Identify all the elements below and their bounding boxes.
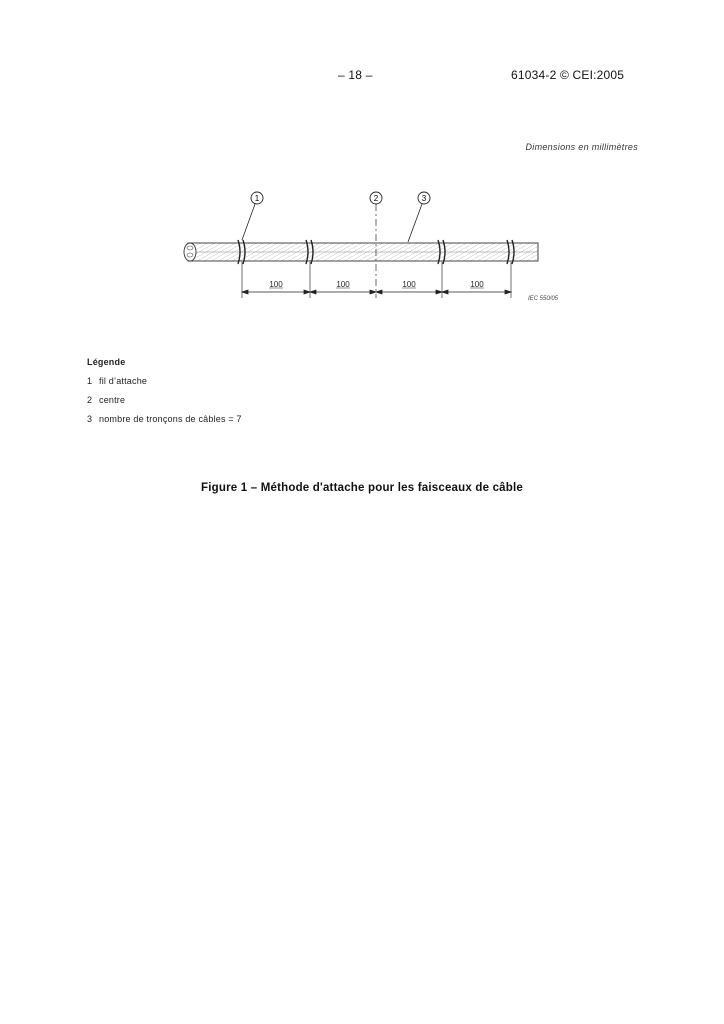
callout-2 [370,192,382,204]
dimension-label: 100 [402,280,416,289]
dimension-line [242,290,511,294]
cable-bundle-drawing [180,182,580,312]
dimension-label: 100 [470,280,484,289]
legend-item [87,372,242,391]
figure-caption: Figure 1 – Méthode d'attache pour les faisceaux de câble [201,482,523,494]
legend-item [87,410,242,429]
page-number: – 18 – [338,68,373,82]
dimension-label: 100 [269,280,283,289]
callout-1 [242,192,263,240]
legend-item-text: fil d’attache [99,376,148,386]
legend-item-number: 1 [87,376,93,386]
legend-item-text: nombre de tronçons de câbles = 7 [99,414,242,424]
document-reference: 61034-2 © CEI:2005 [511,68,625,82]
legend-item-text: centre [99,395,126,405]
units-note: Dimensions en millimètres [525,142,638,152]
callout-3 [408,192,430,242]
legend-item-number: 3 [87,414,93,424]
legend-item [87,391,242,410]
dimension-label: 100 [336,280,350,289]
image-reference: IEC 550/05 [528,296,559,302]
callout-2-label: 2 [373,194,379,203]
legend-title: Légende [87,357,126,367]
callout-1-label: 1 [254,194,260,203]
cable-body [184,243,538,261]
legend [87,353,242,429]
callout-3-label: 3 [421,194,427,203]
legend-item-number: 2 [87,395,93,405]
